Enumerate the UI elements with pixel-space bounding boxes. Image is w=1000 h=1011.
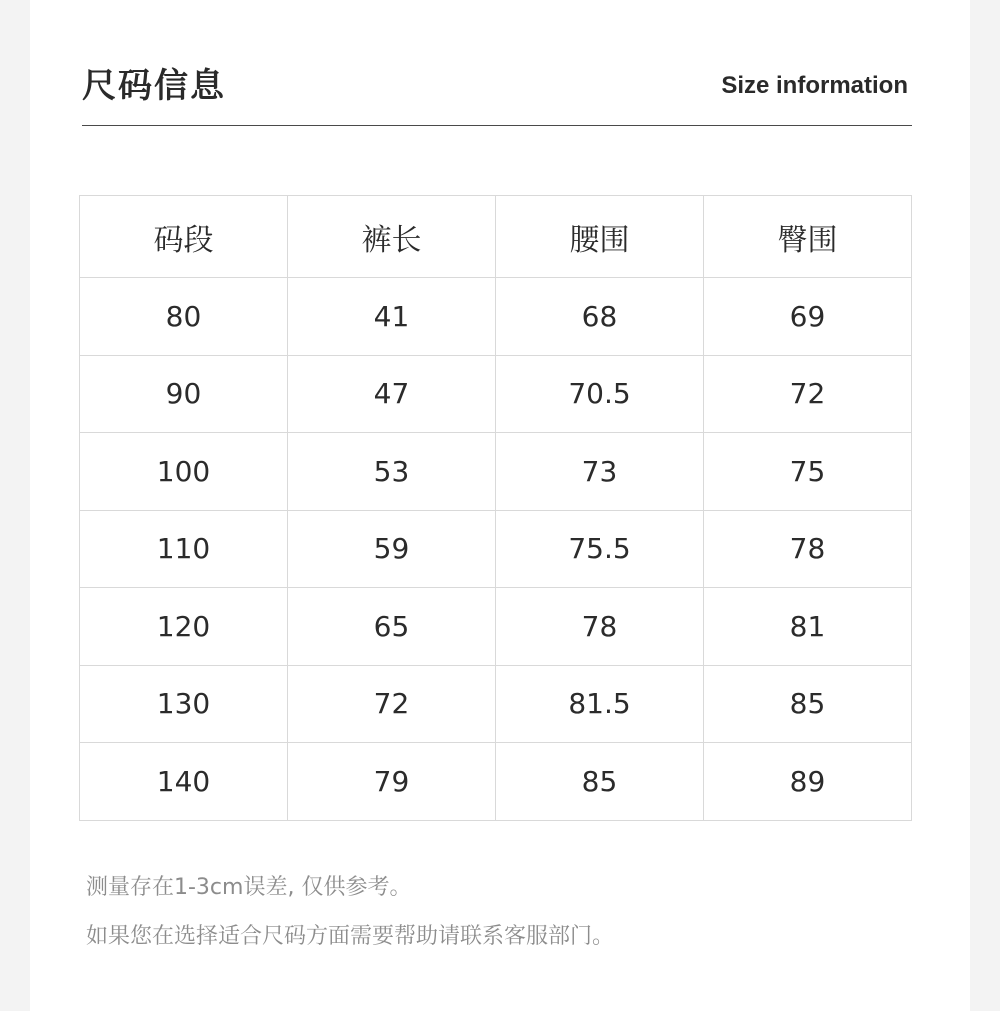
table-cell: 53 <box>288 433 496 511</box>
table-cell: 140 <box>80 743 288 821</box>
header-divider <box>82 125 912 126</box>
table-row <box>80 278 912 356</box>
table-cell: 65 <box>288 588 496 666</box>
table-row <box>80 588 912 666</box>
page-title-english: Size information <box>721 72 908 99</box>
column-header-waist: 腰围 <box>496 196 704 278</box>
table-cell: 100 <box>80 433 288 511</box>
help-note: 如果您在选择适合尺码方面需要帮助请联系客服部门。 <box>86 924 615 949</box>
column-header-size: 码段 <box>80 196 288 278</box>
table-cell: 120 <box>80 588 288 666</box>
table-cell: 78 <box>496 588 704 666</box>
table-cell: 78 <box>704 510 912 588</box>
table-cell: 89 <box>704 743 912 821</box>
table-cell: 73 <box>496 433 704 511</box>
table-cell: 81.5 <box>496 665 704 743</box>
table-cell: 90 <box>80 355 288 433</box>
table-cell: 59 <box>288 510 496 588</box>
table-cell: 75.5 <box>496 510 704 588</box>
measurement-note: 测量存在1-3cm误差, 仅供参考。 <box>86 875 412 900</box>
column-header-length: 裤长 <box>288 196 496 278</box>
table-cell: 72 <box>288 665 496 743</box>
table-cell: 85 <box>496 743 704 821</box>
size-table <box>79 195 912 821</box>
table-row <box>80 665 912 743</box>
page-title: 尺码信息 <box>82 66 226 106</box>
table-cell: 110 <box>80 510 288 588</box>
table-cell: 69 <box>704 278 912 356</box>
table-cell: 41 <box>288 278 496 356</box>
table-cell: 79 <box>288 743 496 821</box>
table-cell: 47 <box>288 355 496 433</box>
table-row <box>80 433 912 511</box>
table-header-row <box>80 196 912 278</box>
table-cell: 68 <box>496 278 704 356</box>
table-cell: 85 <box>704 665 912 743</box>
table-cell: 75 <box>704 433 912 511</box>
column-header-hip: 臀围 <box>704 196 912 278</box>
table-row <box>80 743 912 821</box>
table-cell: 130 <box>80 665 288 743</box>
size-info-card <box>30 0 970 1011</box>
table-cell: 72 <box>704 355 912 433</box>
table-cell: 80 <box>80 278 288 356</box>
table-cell: 70.5 <box>496 355 704 433</box>
table-row <box>80 510 912 588</box>
table-row <box>80 355 912 433</box>
table-cell: 81 <box>704 588 912 666</box>
